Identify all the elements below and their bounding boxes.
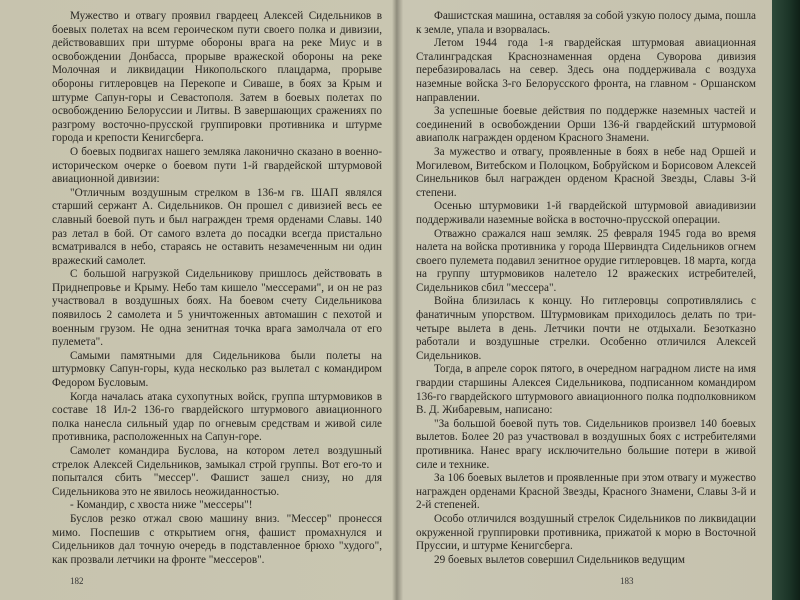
- page-number-right: 183: [620, 576, 634, 586]
- paragraph: Фашистская машина, оставляя за собой узкую полосу дыма, пошла к земле, упала и взорвалась.: [416, 10, 756, 36]
- paragraph: Отважно сражался наш земляк. 25 февраля 1945 года во время налета на войска противника у города Шервиндта Сидельников огнем своего пулемета подавил зенитное орудие гитлеровцев. 18 марта, когда на группу штурмовиков налетело 12 вражеских истребителей, Сидельников сбил "мессера".: [416, 227, 756, 294]
- paragraph: С большой нагрузкой Сидельникову пришлось действовать в Приднепровье и Крыму. Небо там кишело "мессерами", и он не раз участвовал в воздушных боях. На боевом счету Сидельникова появилось 2 самолета и 5 уничтоженных автомашин с пехотой и военным грузом. Не одна зенитная точка врага замолчала от его пулемета".: [52, 268, 382, 349]
- paragraph: Особо отличился воздушный стрелок Сидельников по ликвидации окруженной группировки противника, прижатой к морю в Восточной Пруссии, и штурме Кенигсберга.: [416, 512, 756, 553]
- right-page: [416, 10, 756, 567]
- paragraph: Самыми памятными для Сидельникова были полеты на штурмовку Сапун-горы, куда несколько раз вылетал с командиром Федором Бусловым.: [52, 349, 382, 390]
- left-page: [52, 10, 382, 567]
- paragraph: "Отличным воздушным стрелком в 136-м гв. ШАП являлся старший сержант А. Сидельников. Он прошел с дивизией весь ее славный боевой путь и был награжден тремя орденами Славы. 140 раз летал в бой. От самого взлета до посадки всегда пристально всматривался в небо, стараясь не оставить незамеченным ни один вражеский самолет.: [52, 186, 382, 267]
- paragraph: За 106 боевых вылетов и проявленные при этом отвагу и мужество награжден орденами Красной Звезды, Красного Знамени, Славы 3-й и 2-й степеней.: [416, 472, 756, 512]
- paragraph: Тогда, в апреле сорок пятого, в очередном наградном листе на имя гвардии старшины Алексея Сидельникова, подписанном командиром 136-го гвардейского штурмового авиационного полка подполковником В. Д. Жибаревым, написано:: [416, 363, 756, 417]
- paragraph: - Командир, с хвоста ниже "мессеры"!: [70, 499, 253, 512]
- paragraph: Буслов резко отжал свою машину вниз. "Мессер" пронесся мимо. Поспешив с открытием огня, фашист промахнулся и Сидельников дал точную очередь в подставленное брюхо "худого", как прозвали летчики на фронте "мессеров".: [52, 512, 382, 566]
- paragraph: Осенью штурмовики 1-й гвардейской штурмовой авиадивизии поддерживали наземные войска в восточно-прусской операции.: [416, 200, 756, 226]
- paragraph: "За большой боевой путь тов. Сидельников произвел 140 боевых вылетов. Более 20 раз участвовал в воздушных боях с истребителями противника. Нанес врагу исключительно большие потери в живой силе и технике.: [416, 417, 756, 471]
- paragraph: Когда началась атака сухопутных войск, группа штурмовиков в составе 18 Ил-2 136-го гвардейского штурмового авиационного полка нанесла сильный удар по огневым средствам и живой силе противника, расположенных на Сапун-горе.: [52, 390, 382, 444]
- paragraph: Мужество и отвагу проявил гвардеец Алексей Сидельников в боевых полетах на всем героическом пути своего полка и дивизии, действовавших при штурме обороны врага на реке Миус и в освобождении Донбасса, прорыве вражеской обороны на реке Молочная и ликвидации Никопольского плацдарма, прорыве обороны гитлеровцев на Перекопе и Сиваше, в боях за Крым и штурме Сапун-горы и Севастополя. Затем в боевых полетах по освобождению Белоруссии и Литвы. В завершающих сражениях по разгрому восточно-прусской группировки противника и штурме города и крепости Кенигсберга.: [52, 10, 382, 145]
- paragraph: За успешные боевые действия по поддержке наземных частей и соединений в освобождении Орши 136-й гвардейский штурмовой авиаполк награжден орденом Красного Знамени.: [416, 105, 756, 145]
- paragraph: 29 боевых вылетов совершил Сидельников ведущим: [434, 553, 685, 566]
- paragraph: Война близилась к концу. Но гитлеровцы сопротивлялись с фанатичным упорством. Штурмовикам приходилось делать по три-четыре вылета в день. Летчики почти не отдыхали. Безотказно работали и воздушные стрелки. Особенно отличился Алексей Сидельников.: [416, 295, 756, 362]
- page-number-left: 182: [70, 576, 84, 586]
- paragraph: О боевых подвигах нашего земляка лаконично сказано в военно-историческом очерке о боевом пути 1-й гвардейской штурмовой авиационной дивизии:: [52, 145, 382, 186]
- paragraph: За мужество и отвагу, проявленные в боях в небе над Оршей и Могилевом, Витебском и Полоцком, Бобруйском и Борисовом Алексей Синельников был награжден орденом Красной Звезды, Славы 3-й степени.: [416, 145, 756, 199]
- paragraph: Летом 1944 года 1-я гвардейская штурмовая авиационная Сталинградская Краснознаменная ордена Суворова дивизия перебазировалась на север. Здесь она поддерживала с воздуха наземные войска 3-го Белорусского фронта, на главном - Оршанском направлении.: [416, 37, 756, 104]
- paragraph: Самолет командира Буслова, на котором летел воздушный стрелок Алексей Сидельников, замыкал строй группы. Вот его-то и попытался сбить "мессер". Фашист зашел снизу, но для Сидельникова это не явилось неожиданностью.: [52, 445, 382, 498]
- book-cover-edge: [772, 0, 800, 600]
